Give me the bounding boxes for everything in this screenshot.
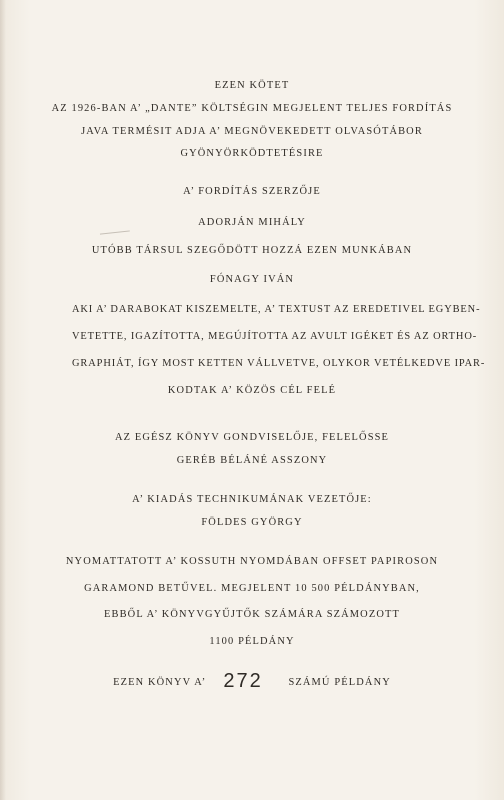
printing-line-3: EBBŐL A’ KÖNYVGYŰJTŐK SZÁMÁRA SZÁMOZOTT <box>104 609 400 620</box>
copy-number: 272 <box>223 670 263 692</box>
colophon-line-4: GYÖNYÖRKÖDTETÉSIRE <box>180 148 324 159</box>
caretaker-name: GERÉB BÉLÁNÉ ASSZONY <box>176 455 328 466</box>
caretaker-heading: AZ EGÉSZ KÖNYV GONDVISELŐJE, FELELŐSSE <box>114 432 390 443</box>
co-translator-name: FÓNAGY IVÁN <box>209 274 295 285</box>
pencil-mark <box>100 230 130 236</box>
colophon-line-1: EZEN KÖTET <box>214 80 290 91</box>
editor-note-line-1: AKI A’ DARABOKAT KISZEMELTE, A’ TEXTUST AZ EREDETIVEL EGYBEN- <box>72 304 481 315</box>
editor-note-line-2: VETETTE, IGAZÍTOTTA, MEGÚJÍTOTTA AZ AVULT IGÉKET ÉS AZ ORTHO- <box>72 331 478 342</box>
editor-note-line-3: GRAPHIÁT, ÍGY MOST KETTEN VÁLLVETVE, OLYKOR VETÉLKEDVE IPAR- <box>72 358 486 369</box>
copy-number-prefix: EZEN KÖNYV A’ <box>113 677 206 688</box>
co-translator-intro: UTÓBB TÁRSUL SZEGŐDÖTT HOZZÁ EZEN MUNKÁBAN <box>91 245 413 256</box>
translator-name: ADORJÁN MIHÁLY <box>198 217 306 228</box>
technical-director-heading: A’ KIADÁS TECHNIKUMÁNAK VEZETŐJE: <box>132 494 372 505</box>
colophon-line-3: JAVA TERMÉSIT ADJA A’ MEGNÖVEKEDETT OLVASÓTÁBOR <box>81 126 423 137</box>
technical-director-name: FÖLDES GYÖRGY <box>201 517 303 528</box>
editor-note-line-4: KODTAK A’ KÖZÖS CÉL FELÉ <box>167 385 337 396</box>
translator-heading: A’ FORDÍTÁS SZERZŐJE <box>183 186 321 197</box>
copy-number-suffix: SZÁMÚ PÉLDÁNY <box>288 677 391 688</box>
copy-number-row <box>0 670 504 693</box>
printing-line-4: 1100 PÉLDÁNY <box>209 636 295 647</box>
printing-line-2: GARAMOND BETŰVEL. MEGJELENT 10 500 PÉLDÁNYBAN, <box>84 583 420 594</box>
colophon-line-2: AZ 1926-BAN A’ „DANTE” KÖLTSÉGIN MEGJELENT TELJES FORDÍTÁS <box>51 103 453 114</box>
printing-line-1: NYOMATTATOTT A’ KOSSUTH NYOMDÁBAN OFFSET PAPIROSON <box>65 556 439 567</box>
